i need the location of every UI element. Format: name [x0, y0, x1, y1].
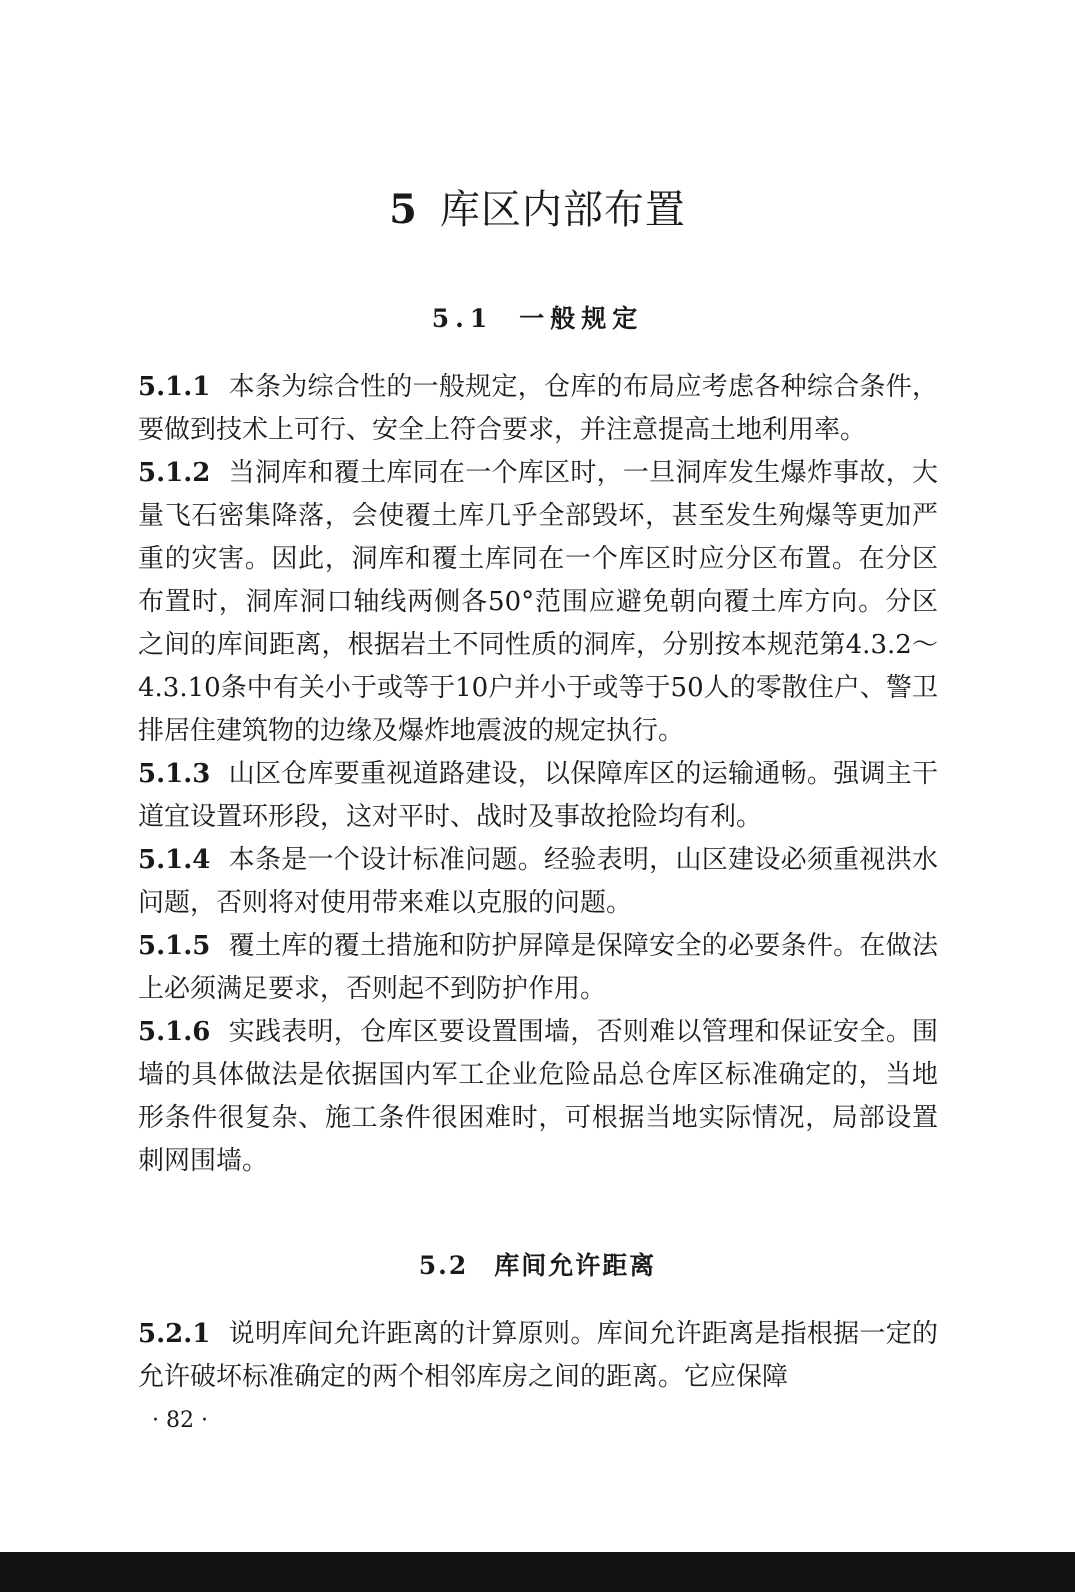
clause-text: 实践表明，仓库区要设置围墙，否则难以管理和保证安全。围墙的具体做法是依据国内军工企业危险品总仓库区标准确定的，当地形条件很复杂、施工条件很困难时，可根据当地实际情况，局部设置刺网围墙。 — [138, 1017, 938, 1176]
clause-text: 本条是一个设计标准问题。经验表明，山区建设必须重视洪水问题，否则将对使用带来难以克服的问题。 — [138, 845, 938, 918]
clause-number: 5.1.5 — [138, 931, 211, 961]
section-title-text: 库间允许距离 — [494, 1251, 657, 1280]
chapter-number: 5 — [389, 186, 418, 233]
chapter-title-text: 库区内部布置 — [439, 187, 686, 233]
clause-paragraph — [138, 753, 938, 839]
clause-paragraph — [138, 839, 938, 925]
section-body — [138, 1313, 938, 1399]
clause-number: 5.1.2 — [138, 458, 211, 488]
section-number: 5.2 — [418, 1251, 469, 1280]
clause-number: 5.1.6 — [138, 1017, 211, 1047]
chapter-title — [0, 185, 1075, 235]
clause-paragraph — [138, 452, 938, 753]
clause-paragraph — [138, 1313, 938, 1399]
scan-edge-bar — [0, 1552, 1075, 1592]
section-body — [138, 366, 938, 1183]
clause-text: 山区仓库要重视道路建设，以保障库区的运输通畅。强调主干道宜设置环形段，这对平时、战时及事故抢险均有利。 — [138, 759, 938, 832]
clause-text: 覆土库的覆土措施和防护屏障是保障安全的必要条件。在做法上必须满足要求，否则起不到防护作用。 — [138, 931, 938, 1004]
clause-text: 说明库间允许距离的计算原则。库间允许距离是指根据一定的允许破坏标准确定的两个相邻库房之间的距离。它应保障 — [138, 1319, 938, 1392]
clause-paragraph — [138, 366, 938, 452]
clause-text: 当洞库和覆土库同在一个库区时，一旦洞库发生爆炸事故，大量飞石密集降落，会使覆土库几乎全部毁坏，甚至发生殉爆等更加严重的灾害。因此，洞库和覆土库同在一个库区时应分区布置。在分区布置时，洞库洞口轴线两侧各50°范围应避免朝向覆土库方向。分区之间的库间距离，根据岩土不同性质的洞库，分别按本规范第4.3.2～4.3.10条中有关小于或等于10户并小于或等于50人的零散住户、警卫排居住建筑物的边缘及爆炸地震波的规定执行。 — [138, 458, 938, 746]
clause-number: 5.1.3 — [138, 759, 211, 789]
clause-text: 本条为综合性的一般规定，仓库的布局应考虑各种综合条件，要做到技术上可行、安全上符合要求，并注意提高土地利用率。 — [138, 372, 938, 445]
clause-paragraph — [138, 1011, 938, 1183]
section-heading — [0, 302, 1075, 336]
section-number: 5.1 — [431, 304, 494, 333]
section-heading — [0, 1249, 1075, 1283]
clause-number: 5.2.1 — [138, 1319, 211, 1349]
clause-number: 5.1.1 — [138, 372, 211, 402]
clause-number: 5.1.4 — [138, 845, 211, 875]
section-title-text: 一般规定 — [519, 304, 644, 333]
clause-paragraph — [138, 925, 938, 1011]
page-number: · 82 · — [152, 1408, 208, 1433]
